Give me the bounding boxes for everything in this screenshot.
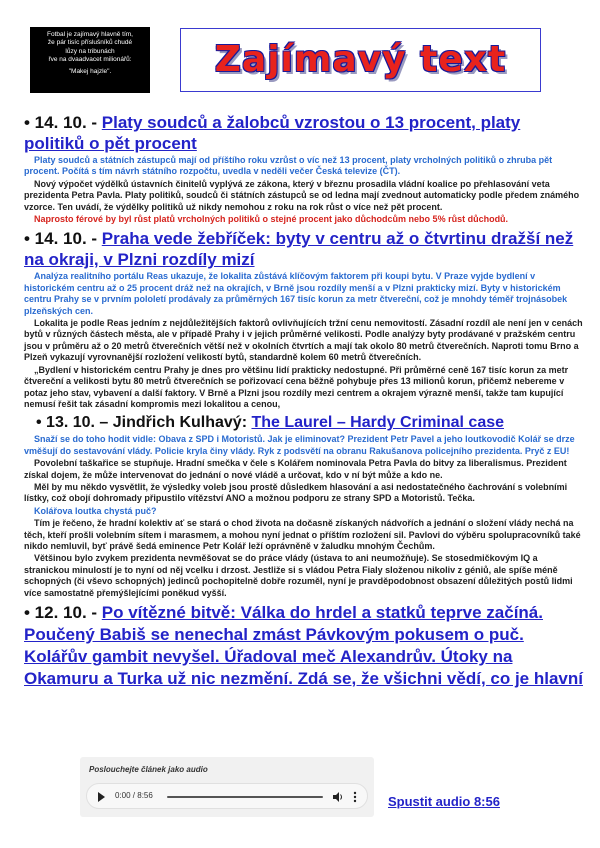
quote-line: řve na dvaadvacet milionářů: [48, 56, 132, 64]
article-paragraph: Měl by mu někdo vysvětlit, že výsledky voleb jsou prostě důsledkem hlasování a asi nedostatečného čachrování s volebními lístky, což obojí dohromady připustilo vítězství ANO a možnou podporu ze strany SPD a Motoristů. Tečka. [24, 481, 568, 504]
play-audio-link[interactable]: Spustit audio 8:56 [388, 794, 500, 809]
volume-icon[interactable] [333, 791, 343, 803]
article-lead: Platy soudců a státních zástupců mají od příštího roku vzrůst o víc než 13 procent, platy vrcholných politiků o zhruba pět procent. Počítá s tím návrh státního rozpočtu, uvedla v neděli večer Česká televize (ČT). [24, 155, 553, 177]
article-date: • 12. 10. - [24, 603, 98, 622]
article-date: • 14. 10. - [24, 229, 98, 249]
article-paragraph: „Bydlení v historickém centru Prahy je dnes pro většinu lidí prakticky nedostupné. Při průměrné ceně 167 tisíc korun za metr čtvereční a velikosti bytu 80 metrů čtverečních se pořizovací cena běžně pohybuje přes 13 milionů korun, přičemž nebereme v potaz jeho stav, vybavení a další faktory. V Brně a Plzni jsou rozdíly mezi centrem a okrajem výrazně menší, takže tam kupující nemusí řešit tak zásadní kompromis mezi lokalitou a cenou, [24, 364, 569, 409]
article-comment: Naprosto férové by byl růst platů vrcholných politiků o stejné procent jako důchodcům nebo 5% růst důchodů. [34, 214, 509, 225]
article-headline [24, 228, 584, 270]
article-date: • 14. 10. - [24, 113, 98, 132]
article-headline [24, 602, 584, 690]
article-paragraph: Většinou bylo zvykem prezidenta nevměšovat se do práce vlády (ústava to ani neumožňuje). Se stosedmičkovým IQ a stranickou minulostí je to nyní od něj vcelku i drzost. Jestliže si s vládou Petra Fialy složenou nikoliv z géniů, ale spíše méně schopných (či vševo schopných) jedinců pochopitelně dobře rozuměl, nyní je pravděpodobnost obsazení důležitých postů lidmi více samostatně přemýšlejícími poněkud vyšší. [24, 553, 573, 598]
article-lead: Snaží se do toho hodit vidle: Obava z SPD i Motoristů. Jak je eliminovat? Prezident Petr Pavel a jeho loutkovodič Kolář se drze vměšují do sestavování vlády. Policie kryla činy vlády. Ryk z podsvětí na obranu Rakušanova policejního prezidenta. Pryč z EU! [24, 434, 575, 456]
article-list [24, 112, 584, 690]
article-headline [24, 413, 584, 433]
more-options-icon[interactable] [353, 791, 357, 803]
article-paragraph: Povolební taškařice se stupňuje. Hradní smečka v čele s Kolářem nominovala Petra Pavla do bitvy za liberalismus. Prezident získal dojem, že může intervenovat do jednání o nové vládě a určovat, kdo v ní být může a kdo ne. [24, 458, 567, 480]
article-paragraph: Tím je řečeno, že hradní kolektiv ať se stará o chod života na dočasně získaných nádvořích a jednání o složení vlády nechá na těch, kteří prošli volebním sítem i marasmem, a mohou nyní jednat o příštím rozložení sil. Pavlovi do výběru spolupracovníků také nikdo nemluvil, byť právě šedá eminence Petr Kolář leží oprávněně v žaludku mnohým Čechům. [24, 518, 581, 551]
article-date: • 13. 10. – Jindřich Kulhavý: [36, 414, 248, 432]
article-link[interactable]: Praha vede žebříček: byty v centru až o čtvrtinu dražší než na okraji, v Plzni rozdíly mizí [24, 229, 574, 270]
quote-line: lůzy na tribunách [65, 47, 115, 55]
title-banner [180, 28, 541, 92]
article-link[interactable]: Po vítězné bitvě: Válka do hrdel a statků teprve začíná. Poučený Babiš se nenechal zmást Pávkovým pokusem o puč. Kolářův gambit nevyšel. Úřadoval meč Alexandrův. Útoky na Okamuru a Turka už nic nezmění. Zdá se, že všichni vědí, co je hlavní [24, 603, 583, 688]
play-icon[interactable] [98, 792, 105, 802]
article-paragraph: Nový výpočet výdělků ústavních činitelů vyplývá ze zákona, který v březnu prosadila vládní koalice po přehlasování veta prezidenta Petra Pavla. Platy politiků, soudců či státních zástupců se od ledna mají zvednout automaticky podle předem známého vzorce. Ten uvádí, že výdělky politiků už nikdy nemohou z roku na rok růst o více než pět procent. [24, 178, 580, 212]
article-subheading: Kolářova loutka chystá puč? [34, 505, 157, 516]
article-link[interactable]: The Laurel – Hardy Criminal case [251, 414, 505, 432]
quote-signature: "Makej hajzle". [68, 67, 112, 75]
article-headline [24, 112, 584, 154]
audio-time: 0:00 / 8:56 [115, 791, 153, 800]
audio-label: Poslouchejte článek jako audio [89, 765, 208, 774]
article-lead: Analýza realitního portálu Reas ukazuje, že lokalita zůstává klíčovým faktorem při koupi bytu. V Praze vyjde bydlení v historickém centru až o 25 procent dráž než na okrajích, v Brně jsou rozdíly menší a v Plzni prakticky mizí. Byty v historickém centru Prahy se v prvním pololetí prodávaly za průměrných 167 tisíc korun za metr čtvereční, což je mnohdy téměř trojnásobek plzeňských cen. [24, 271, 568, 316]
quote-line: že pár tisíc příslušníků chudé [47, 39, 133, 47]
audio-widget [80, 757, 374, 817]
page-title: Zajímavý text [214, 39, 507, 80]
article-paragraph: Lokalita je podle Reas jedním z nejdůležitějších faktorů ovlivňujících tržní cenu nemovitostí. Zásadní rozdíl ale není jen v cenách bytů v různých částech města, ale v případě Prahy i v jejich průměrné velikosti. Podle analýzy byty prodávané v pražském centru jsou v průměru až o 20 metrů čtverečních větší než v okolních čtvrtích a mají tak okolo 80 metrů čtverečních. Naproti tomu Brno a Plzeň vykazují vyrovnanější rozložení velikostí bytů, standardně kolem 60 metrů čtverečních. [24, 318, 583, 363]
article-link[interactable]: Platy soudců a žalobců vzrostou o 13 procent, platy politiků o pět procent [24, 113, 521, 153]
audio-progress-track[interactable] [167, 796, 323, 798]
audio-player [86, 783, 368, 809]
quote-line: Fotbal je zajímavý hlavně tím, [47, 31, 133, 38]
quote-box [30, 27, 150, 93]
